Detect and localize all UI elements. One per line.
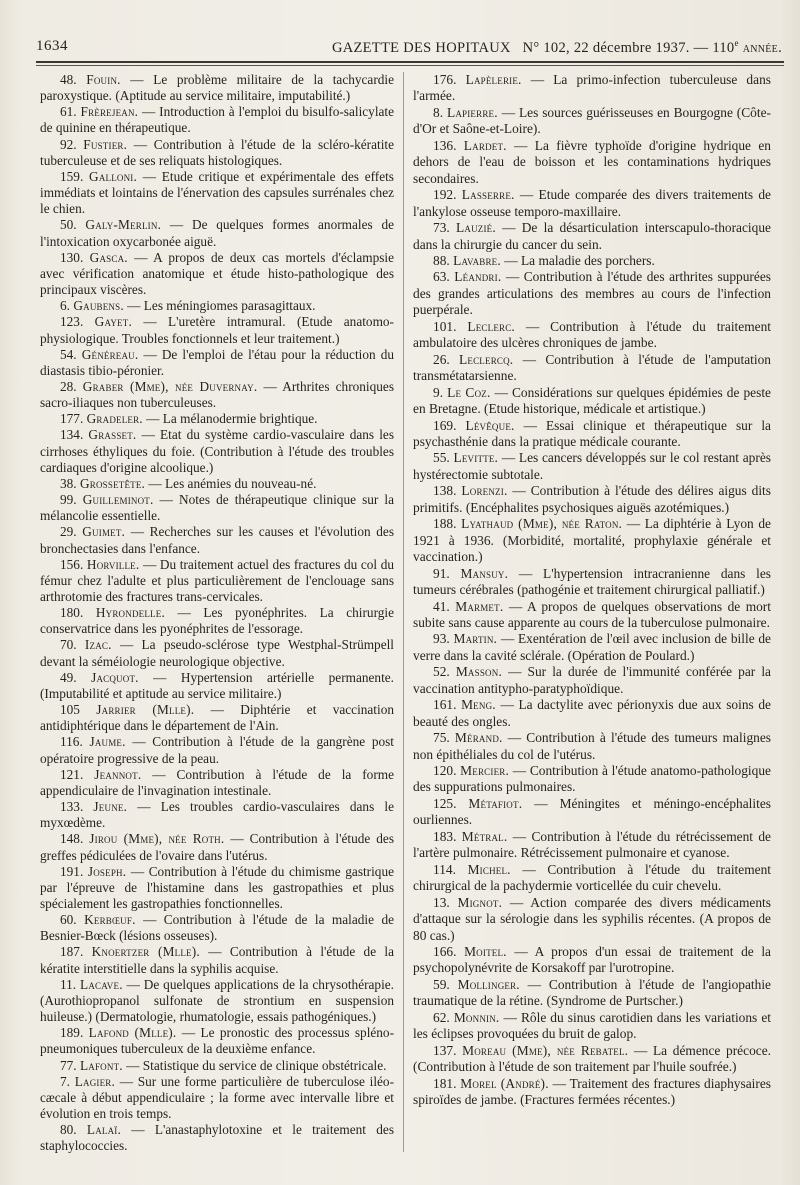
- author-name: Gaubens.: [73, 298, 124, 314]
- thesis-entry: [413, 187, 771, 220]
- thesis-title: — Contribution à l'étude de la scléro-kératite tuberculeuse et de ses reliquats histologiques.: [40, 136, 394, 168]
- thesis-entry: [40, 977, 394, 1025]
- thesis-title: — Contribution à l'étude de l'amputation transmétatarsienne.: [413, 351, 771, 384]
- thesis-title: — Notes de thérapeutique clinique sur la mélancolie essentielle.: [40, 492, 394, 524]
- thesis-title: — Etude comparée des divers traitements de l'ankylose osseuse temporo-maxillaire.: [413, 187, 771, 219]
- thesis-title: — Les méningiomes parasagittaux.: [123, 298, 316, 314]
- entry-number: 48.: [60, 72, 77, 87]
- header-rule-thick: [36, 61, 784, 63]
- author-name: Mérand.: [454, 730, 503, 746]
- author-name: Jeannot.: [94, 766, 142, 782]
- thesis-entry: [413, 1076, 771, 1109]
- thesis-entry: [413, 730, 771, 763]
- thesis-title: — La dactylite avec périonyxis due aux soins de beauté des ongles.: [413, 697, 771, 729]
- author-name: Jarrier (Mlle).: [96, 702, 195, 718]
- author-name: Monnin.: [453, 1009, 500, 1025]
- thesis-title: — Exentération de l'œil avec inclusion de bille de verre dans la cavité sclérale. (Opération de Poulard.): [413, 631, 771, 663]
- thesis-entry: [413, 450, 771, 483]
- thesis-entry: [413, 516, 771, 565]
- entry-number: 191.: [60, 863, 84, 879]
- thesis-title: — Contribution à l'étude de la forme appendiculaire de l'invagination intestinale.: [40, 766, 395, 798]
- thesis-entry: [413, 385, 771, 418]
- entry-number: 26.: [433, 351, 450, 367]
- thesis-title: — Contribution à l'étude des délires aigus dits primitifs. (Encéphalites psychosiques aiguës azotémiques.): [413, 483, 771, 515]
- entry-number: 187.: [60, 944, 84, 960]
- entry-number: 41.: [433, 598, 450, 614]
- thesis-title: — Méningites et méningo-encéphalites ourliennes.: [413, 795, 771, 828]
- entry-number: 166.: [433, 944, 457, 960]
- entry-number: 61.: [60, 104, 77, 120]
- author-name: Gayet.: [94, 314, 132, 330]
- thesis-title: — Considérations sur quelques épidémies de peste en Bretagne. (Etude historique, médicale et artistique.): [413, 384, 771, 417]
- entry-number: 177.: [60, 411, 84, 427]
- entry-number: 180.: [60, 605, 84, 621]
- entry-number: 70.: [60, 637, 77, 653]
- thesis-entry: [40, 524, 394, 556]
- author-name: Moreau (Mme), née Rebatel.: [462, 1042, 629, 1058]
- author-name: Grasset.: [88, 427, 137, 443]
- thesis-title: — Les troubles cardio-vasculaires dans le myxœdème.: [40, 799, 394, 831]
- thesis-title: — A propos de deux cas mortels d'éclampsie avec vérification anatomique et étude histo-pathologique des principaux viscères.: [40, 249, 394, 298]
- thesis-entry: [413, 253, 771, 269]
- author-name: Gradeler.: [86, 411, 143, 427]
- thesis-entry: [40, 670, 394, 702]
- thesis-entry: [40, 104, 394, 136]
- entry-number: 13.: [433, 894, 450, 910]
- thesis-title: — Les cancers développés sur le col restant après hystérectomie subtotale.: [413, 450, 771, 482]
- thesis-entry: [40, 314, 394, 346]
- thesis-title: — Arthrites chroniques sacro-iliaques non tuberculeuses.: [40, 378, 394, 411]
- entry-number: 52.: [433, 664, 450, 680]
- thesis-title: — La pseudo-sclérose type Westphal-Strümpell devant la séméiologie neurologique objective.: [40, 637, 394, 669]
- entry-number: 28.: [60, 378, 77, 394]
- journal-title: GAZETTE DES HOPITAUX: [331, 39, 511, 56]
- author-name: Lagier.: [74, 1073, 116, 1089]
- author-name: Jirou (Mme), née Roth.: [89, 831, 225, 847]
- thesis-title: — Contribution à l'étude de la gangrène post opératoire progressive de la peau.: [40, 734, 395, 766]
- author-name: Martin.: [453, 631, 498, 647]
- entry-number: 138.: [433, 483, 457, 499]
- author-name: Guilleminot.: [82, 492, 154, 508]
- header-rule-thin: [36, 65, 784, 66]
- entry-number: 6.: [60, 298, 70, 314]
- thesis-title: — La primo-infection tuberculeuse dans l'armée.: [413, 72, 771, 104]
- thesis-entry: [40, 72, 394, 104]
- author-name: Leclercq.: [459, 351, 514, 367]
- thesis-title: — Recherches sur les causes et l'évolution des bronchectasies dans l'enfance.: [40, 524, 394, 556]
- year-word: année.: [742, 39, 782, 56]
- author-name: Guimet.: [82, 524, 126, 540]
- author-name: Lardet.: [463, 137, 507, 153]
- right-column: [413, 72, 771, 1109]
- entry-number: 60.: [60, 912, 77, 928]
- author-name: Gasca.: [89, 249, 128, 265]
- thesis-entry: [413, 697, 771, 730]
- thesis-title: — Contribution à l'étude des greffes pédiculées de l'ovaire dans l'utérus.: [40, 831, 394, 863]
- entry-number: 137.: [433, 1042, 457, 1058]
- author-name: Généreau.: [81, 346, 139, 362]
- thesis-entry: [40, 169, 394, 217]
- thesis-title: — Rôle du sinus carotidien dans les variations et les éclipses provoquées du bruit de galop.: [413, 1009, 771, 1042]
- entry-number: 181.: [433, 1075, 457, 1091]
- entry-number: 116.: [60, 734, 83, 750]
- author-name: Lévêque.: [465, 417, 515, 433]
- entry-number: 156.: [60, 556, 84, 572]
- thesis-entry: [413, 944, 771, 977]
- author-name: Fustier.: [83, 136, 128, 152]
- thesis-title: — La fièvre typhoïde d'origine hydrique en dehors de l'eau de boisson et les contaminations hydriques secondaires.: [413, 137, 771, 186]
- entry-number: 130.: [60, 249, 84, 265]
- author-name: Lyathaud (Mme), née Raton.: [461, 516, 623, 532]
- thesis-title: — Contribution à l'étude des tumeurs malignes non épithéliales du col de l'utérus.: [413, 730, 771, 762]
- entry-number: 159.: [60, 168, 84, 184]
- thesis-title: — Statistique du service de clinique obstétricale.: [122, 1057, 387, 1073]
- thesis-title: — Contribution à l'étude du traitement chirurgical de la pachydermie vorticellée du cuir chevelu.: [413, 861, 771, 894]
- entry-number: 29.: [60, 524, 77, 540]
- entry-number: 49.: [60, 669, 77, 685]
- thesis-entry: [413, 72, 771, 105]
- thesis-title: — Contribution à l'étude de l'angiopathie traumatique de la rétine. (Syndrome de Purtscher.): [413, 976, 771, 1009]
- author-name: Leclerc.: [467, 318, 515, 334]
- author-name: Lafond (Mlle).: [88, 1025, 177, 1041]
- page-header: [36, 34, 784, 60]
- thesis-entry: [40, 864, 394, 912]
- thesis-title: — L'uretère intramural. (Etude anatomo-physiologique. Troubles fonctionnels et leur traitement.): [40, 314, 394, 346]
- author-name: Kerbœuf.: [84, 912, 136, 928]
- author-name: Métafiot.: [468, 795, 523, 811]
- thesis-entry: [40, 411, 394, 427]
- thesis-entry: [413, 1043, 771, 1076]
- thesis-entry: [413, 763, 771, 796]
- thesis-entry: [413, 977, 771, 1010]
- entry-number: 101.: [433, 318, 457, 334]
- entry-number: 62.: [433, 1009, 450, 1025]
- thesis-title: — L'hypertension intracranienne dans les tumeurs cérébrales (pathogénie et traitement chirurgical palliatif.): [413, 565, 772, 598]
- author-name: Lacave.: [80, 976, 123, 992]
- author-name: Grossetête.: [79, 475, 146, 491]
- author-name: Lalaï.: [86, 1122, 122, 1138]
- thesis-title: — De l'emploi de l'étau pour la réduction du diastasis tibio-péronier.: [40, 346, 394, 378]
- thesis-entry: [40, 1058, 394, 1074]
- author-name: Jacquot.: [91, 669, 139, 685]
- author-name: Fouin.: [86, 72, 121, 87]
- author-name: Galy-Merlin.: [85, 217, 162, 233]
- author-name: Frèrejean.: [80, 104, 139, 120]
- author-name: Knoertzer (Mlle).: [91, 944, 200, 960]
- thesis-title: — L'anastaphylotoxine et le traitement des staphylococcies.: [40, 1122, 394, 1154]
- author-name: Métral.: [461, 828, 508, 844]
- entry-number: 9.: [433, 384, 444, 400]
- entry-number: 189.: [60, 1025, 84, 1041]
- author-name: Le Coz.: [447, 384, 491, 400]
- author-name: Marmet.: [455, 598, 504, 614]
- entry-number: 121.: [60, 766, 84, 782]
- thesis-entry: [413, 829, 771, 862]
- entry-number: 92.: [60, 136, 77, 152]
- thesis-entry: [40, 1122, 394, 1154]
- thesis-title: — Les sources guérisseuses en Bourgogne (Côte-d'Or et Saône-et-Loire).: [413, 104, 771, 137]
- thesis-entry: [413, 895, 771, 944]
- year-suffix: e: [734, 38, 739, 48]
- thesis-entry: [40, 637, 394, 669]
- entry-number: 176.: [433, 72, 457, 87]
- thesis-title: — Le pronostic des processus spléno-pneumoniques tuberculeux de la deuxième enfance.: [40, 1025, 395, 1057]
- thesis-title: — Contribution à l'étude du traitement ambulatoire des ulcères chroniques de jambe.: [413, 318, 771, 351]
- thesis-title: — Le problème militaire de la tachycardie paroxystique. (Aptitude au service militaire, imputabilité.): [40, 72, 394, 104]
- entry-number: 75.: [433, 730, 450, 746]
- entry-number: 91.: [433, 565, 450, 581]
- author-name: Lapierre.: [446, 104, 498, 120]
- entry-number: 133.: [60, 799, 84, 815]
- entry-number: 80.: [60, 1122, 77, 1138]
- thesis-entry: [413, 483, 771, 516]
- entry-number: 105: [60, 702, 80, 718]
- thesis-title: — Contribution à l'étude anatomo-pathologique des suppurations pulmonaires.: [413, 763, 771, 795]
- thesis-entry: [40, 217, 394, 249]
- entry-number: 93.: [433, 631, 450, 647]
- thesis-title: — Contribution à l'étude de la kératite interstitielle dans la syphilis acquise.: [40, 944, 395, 976]
- thesis-title: — Diphtérie et vaccination antidiphtérique dans le département de l'Ain.: [40, 702, 394, 734]
- thesis-title: — A propos d'un essai de traitement de la psychopolynévrite de Korsakoff par l'urotropine.: [413, 944, 771, 976]
- author-name: Lorenzi.: [461, 483, 508, 499]
- left-column: [40, 72, 394, 1154]
- author-name: Levitte.: [453, 450, 499, 466]
- entry-number: 192.: [433, 187, 457, 203]
- thesis-title: — Sur la durée de l'immunité conférée par la vaccination antitypho-paratyphoïdique.: [413, 664, 771, 696]
- author-name: Horville.: [86, 556, 140, 572]
- thesis-title: — La diphtérie à Lyon de 1921 à 1936. (Morbidité, mortalité, prophylaxie générale et vaccination.): [413, 516, 771, 565]
- thesis-title: — De quelques applications de la chrysothérapie. (Aurothiopropanol sulfonate de strontium en suspension huileuse.) (Dermatologie, rhumatologie, essais pathogéniques.): [40, 976, 394, 1025]
- thesis-title: — Hypertension artérielle permanente. (Imputabilité et aptitude au service militaire.): [40, 669, 394, 701]
- thesis-entry: [40, 476, 394, 492]
- thesis-entry: [40, 557, 394, 605]
- author-name: Lasserre.: [461, 187, 515, 203]
- thesis-title: — Du traitement actuel des fractures du col du fémur chez l'adulte et plus particulièrement de l'enclouage sans arthrotomie des fractures trans-cervicales.: [40, 556, 395, 604]
- author-name: Joseph.: [87, 863, 127, 879]
- issue-info: N° 102, 22 décembre 1937. — 110: [522, 39, 735, 56]
- author-name: Galloni.: [89, 168, 138, 184]
- thesis-title: — Etude critique et expérimentale des effets immédiats et lointains de l'énervation des capsules surrénales chez le chien.: [40, 168, 394, 217]
- entry-number: 54.: [60, 346, 77, 362]
- author-name: Graber (Mme), née Duvernay.: [82, 378, 258, 394]
- thesis-entry: [413, 796, 771, 829]
- entry-number: 161.: [433, 697, 457, 713]
- entry-number: 59.: [433, 976, 450, 992]
- thesis-title: — De la désarticulation interscapulo-thoracique dans la chirurgie du cancer du sein.: [413, 220, 771, 252]
- thesis-title: — Contribution à l'étude de la maladie de Besnier-Bœck (lésions osseuses).: [40, 912, 394, 944]
- thesis-entry: [40, 767, 394, 799]
- entry-number: 120.: [433, 763, 457, 779]
- thesis-entry: [40, 702, 394, 734]
- thesis-entry: [40, 492, 394, 524]
- author-name: Masson.: [455, 664, 502, 680]
- entry-number: 88.: [433, 252, 450, 268]
- entry-number: 169.: [433, 417, 457, 433]
- author-name: Mignot.: [457, 894, 503, 910]
- thesis-entry: [40, 137, 394, 169]
- author-name: Michel.: [467, 861, 511, 877]
- thesis-title: — De quelques formes anormales de l'intoxication oxycarbonée aiguë.: [40, 217, 394, 249]
- thesis-entry: [413, 269, 771, 318]
- thesis-title: — Traitement des fractures diaphysaires spiroïdes de jambe. (Fractures fermées récentes.): [413, 1075, 771, 1108]
- thesis-entry: [413, 220, 771, 253]
- entry-number: 148.: [60, 831, 84, 847]
- thesis-entry: [40, 1074, 394, 1122]
- thesis-entry: [413, 631, 771, 664]
- author-name: Léandri.: [454, 269, 502, 285]
- thesis-entry: [413, 105, 771, 138]
- thesis-entry: [413, 352, 771, 385]
- thesis-entry: [40, 298, 394, 314]
- entry-number: 63.: [433, 269, 450, 285]
- author-name: Mercier.: [460, 763, 510, 779]
- thesis-entry: [40, 831, 394, 863]
- thesis-entry: [40, 427, 394, 475]
- author-name: Mansuy.: [460, 565, 509, 581]
- entry-number: 55.: [433, 450, 450, 466]
- thesis-title: — Introduction à l'emploi du bisulfo-salicylate de quinine en thérapeutique.: [40, 104, 395, 136]
- thesis-title: — Etat du système cardio-vasculaire dans les cirrhoses éthyliques du foie. (Contribution à l'étude des troubles cardiaques d'origine alcoolique.): [40, 427, 394, 475]
- thesis-title: — La mélanodermie brightique.: [142, 411, 318, 427]
- thesis-entry: [40, 250, 394, 298]
- thesis-entry: [413, 566, 771, 599]
- thesis-entry: [413, 1010, 771, 1043]
- thesis-entry: [40, 912, 394, 944]
- thesis-title: — Action comparée des divers médicaments d'attaque sur la sérologie dans les syphilis récentes. (A propos de 80 cas.): [413, 894, 771, 943]
- author-name: Lauzié.: [455, 220, 496, 236]
- entry-number: 11.: [60, 976, 77, 992]
- author-name: Mollinger.: [457, 976, 520, 992]
- running-head: [332, 38, 782, 57]
- thesis-title: — Les pyonéphrites. La chirurgie conservatrice dans les pyonéphrites de l'essorage.: [40, 605, 395, 637]
- author-name: Lapèlerie.: [465, 72, 522, 87]
- thesis-title: — Contribution à l'étude du chimisme gastrique par l'épreuve de l'histamine dans les gastropathies et plus spécialement les gastropathies fonctionnelles.: [40, 863, 395, 911]
- entry-number: 114.: [433, 861, 456, 877]
- entry-number: 7.: [60, 1073, 70, 1089]
- thesis-title: — Essai clinique et thérapeutique sur la psychasthénie dans la pratique médicale courante.: [413, 417, 771, 449]
- author-name: Jaume.: [89, 734, 126, 750]
- author-name: Morel (André).: [460, 1075, 549, 1091]
- entry-number: 38.: [60, 475, 77, 491]
- column-divider: [403, 72, 404, 1152]
- thesis-title: — Contribution à l'étude du rétrécissement de l'artère pulmonaire. Rétrécissement pulmonaire et cyanose.: [413, 828, 771, 861]
- thesis-entry: [40, 347, 394, 379]
- page-number: 1634: [36, 38, 68, 54]
- entry-number: 123.: [60, 314, 84, 330]
- thesis-entry: [413, 138, 771, 187]
- author-name: Hyrondelle.: [95, 605, 165, 621]
- thesis-entry: [413, 664, 771, 697]
- entry-number: 125.: [433, 795, 457, 811]
- thesis-entry: [40, 944, 394, 976]
- thesis-entry: [40, 1025, 394, 1057]
- author-name: Meng.: [461, 697, 496, 713]
- author-name: Lafont.: [79, 1057, 123, 1073]
- author-name: Moitel.: [464, 944, 507, 960]
- thesis-entry: [413, 319, 771, 352]
- thesis-entry: [413, 862, 771, 895]
- author-name: Izac.: [84, 637, 112, 653]
- entry-number: 134.: [60, 427, 84, 443]
- entry-number: 183.: [433, 828, 457, 844]
- entry-number: 8.: [433, 104, 444, 120]
- thesis-entry: [40, 734, 394, 766]
- thesis-entry: [40, 799, 394, 831]
- entry-number: 50.: [60, 217, 77, 233]
- author-name: Lavabre.: [453, 252, 501, 268]
- entry-number: 99.: [60, 492, 77, 508]
- thesis-title: — La maladie des porchers.: [500, 252, 655, 268]
- entry-number: 73.: [433, 220, 450, 236]
- thesis-title: — Contribution à l'étude des arthrites suppurées des grandes articulations des membres au cours de l'infection puerpérale.: [413, 269, 771, 318]
- thesis-title: — Sur une forme particulière de tuberculose iléo-cæcale à début appendiculaire ; la forme avec intervalle libre et évolution en trois temps.: [40, 1073, 395, 1121]
- thesis-entry: [40, 605, 394, 637]
- thesis-entry: [413, 599, 771, 632]
- thesis-title: — La démence précoce. (Contribution à l'étude de son traitement par l'huile soufrée.): [413, 1042, 771, 1075]
- thesis-title: — Les anémies du nouveau-né.: [145, 475, 317, 491]
- thesis-entry: [40, 379, 394, 411]
- entry-number: 188.: [433, 516, 457, 532]
- entry-number: 136.: [433, 137, 457, 153]
- thesis-entry: [413, 418, 771, 451]
- author-name: Jeune.: [93, 799, 128, 815]
- entry-number: 77.: [60, 1057, 77, 1073]
- thesis-title: — A propos de quelques observations de mort subite sans cause apparente au cours de la tuberculose pulmonaire.: [413, 598, 771, 630]
